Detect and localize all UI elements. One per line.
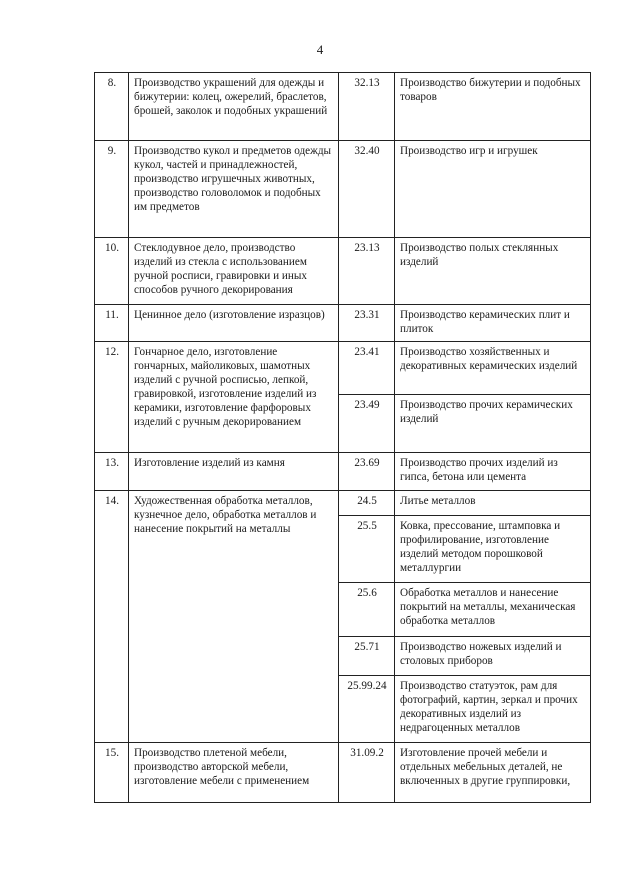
okved-code: 25.6 <box>339 583 395 637</box>
row-number: 12. <box>95 342 129 453</box>
table-row <box>95 305 591 342</box>
row-number: 10. <box>95 238 129 305</box>
okved-code: 32.40 <box>339 141 395 238</box>
okved-code: 31.09.2 <box>339 743 395 803</box>
code-description: Производство хозяйственных и декоративных керамических изделий <box>395 342 591 395</box>
code-description: Производство прочих керамических изделий <box>395 395 591 453</box>
activity-description: Производство украшений для одежды и бижутерии: колец, ожерелий, браслетов, брошей, заколок и подобных украшений <box>129 73 339 141</box>
code-description: Производство прочих изделий из гипса, бетона или цемента <box>395 453 591 491</box>
code-description: Производство статуэток, рам для фотографий, картин, зеркал и прочих декоративных изделий из недрагоценных металлов <box>395 676 591 743</box>
table-row <box>95 141 591 238</box>
row-number: 9. <box>95 141 129 238</box>
row-number: 8. <box>95 73 129 141</box>
table-row <box>95 491 591 516</box>
okved-code: 24.5 <box>339 491 395 516</box>
okved-code: 25.5 <box>339 516 395 583</box>
row-number: 13. <box>95 453 129 491</box>
okved-code: 25.71 <box>339 637 395 676</box>
okved-code: 25.99.24 <box>339 676 395 743</box>
okved-code: 23.41 <box>339 342 395 395</box>
table-row <box>95 453 591 491</box>
activity-codes-table <box>94 72 591 803</box>
okved-code: 23.49 <box>339 395 395 453</box>
code-description: Производство керамических плит и плиток <box>395 305 591 342</box>
okved-code: 23.69 <box>339 453 395 491</box>
table-row <box>95 342 591 395</box>
code-description: Ковка, прессование, штамповка и профилирование, изготовление изделий методом порошковой металлургии <box>395 516 591 583</box>
code-description: Производство бижутерии и подобных товаров <box>395 73 591 141</box>
okved-code: 23.13 <box>339 238 395 305</box>
code-description: Производство ножевых изделий и столовых приборов <box>395 637 591 676</box>
okved-code: 32.13 <box>339 73 395 141</box>
code-description: Литье металлов <box>395 491 591 516</box>
activity-description: Стеклодувное дело, производство изделий из стекла с использованием ручной росписи, гравировки и иных способов ручного декорирования <box>129 238 339 305</box>
page-number: 4 <box>316 42 324 57</box>
table-row <box>95 73 591 141</box>
okved-code: 23.31 <box>339 305 395 342</box>
activity-description: Художественная обработка металлов, кузнечное дело, обработка металлов и нанесение покрытий на металлы <box>129 491 339 743</box>
activity-description: Изготовление изделий из камня <box>129 453 339 491</box>
activity-description: Производство плетеной мебели, производство авторской мебели, изготовление мебели с применением <box>129 743 339 803</box>
table-row <box>95 743 591 803</box>
table-row <box>95 238 591 305</box>
row-number: 11. <box>95 305 129 342</box>
row-number: 15. <box>95 743 129 803</box>
code-description: Изготовление прочей мебели и отдельных мебельных деталей, не включенных в другие группировки, <box>395 743 591 803</box>
code-description: Производство полых стеклянных изделий <box>395 238 591 305</box>
activity-description: Гончарное дело, изготовление гончарных, майоликовых, шамотных изделий с ручной росписью, лепкой, гравировкой, изготовление изделий из керамики, изготовление фарфоровых изделий с ручным декорированием <box>129 342 339 453</box>
code-description: Производство игр и игрушек <box>395 141 591 238</box>
activity-description: Производство кукол и предметов одежды кукол, частей и принадлежностей, производство игрушечных животных, производство головоломок и подобных им предметов <box>129 141 339 238</box>
row-number: 14. <box>95 491 129 743</box>
activity-description: Ценинное дело (изготовление изразцов) <box>129 305 339 342</box>
code-description: Обработка металлов и нанесение покрытий на металлы, механическая обработка металлов <box>395 583 591 637</box>
